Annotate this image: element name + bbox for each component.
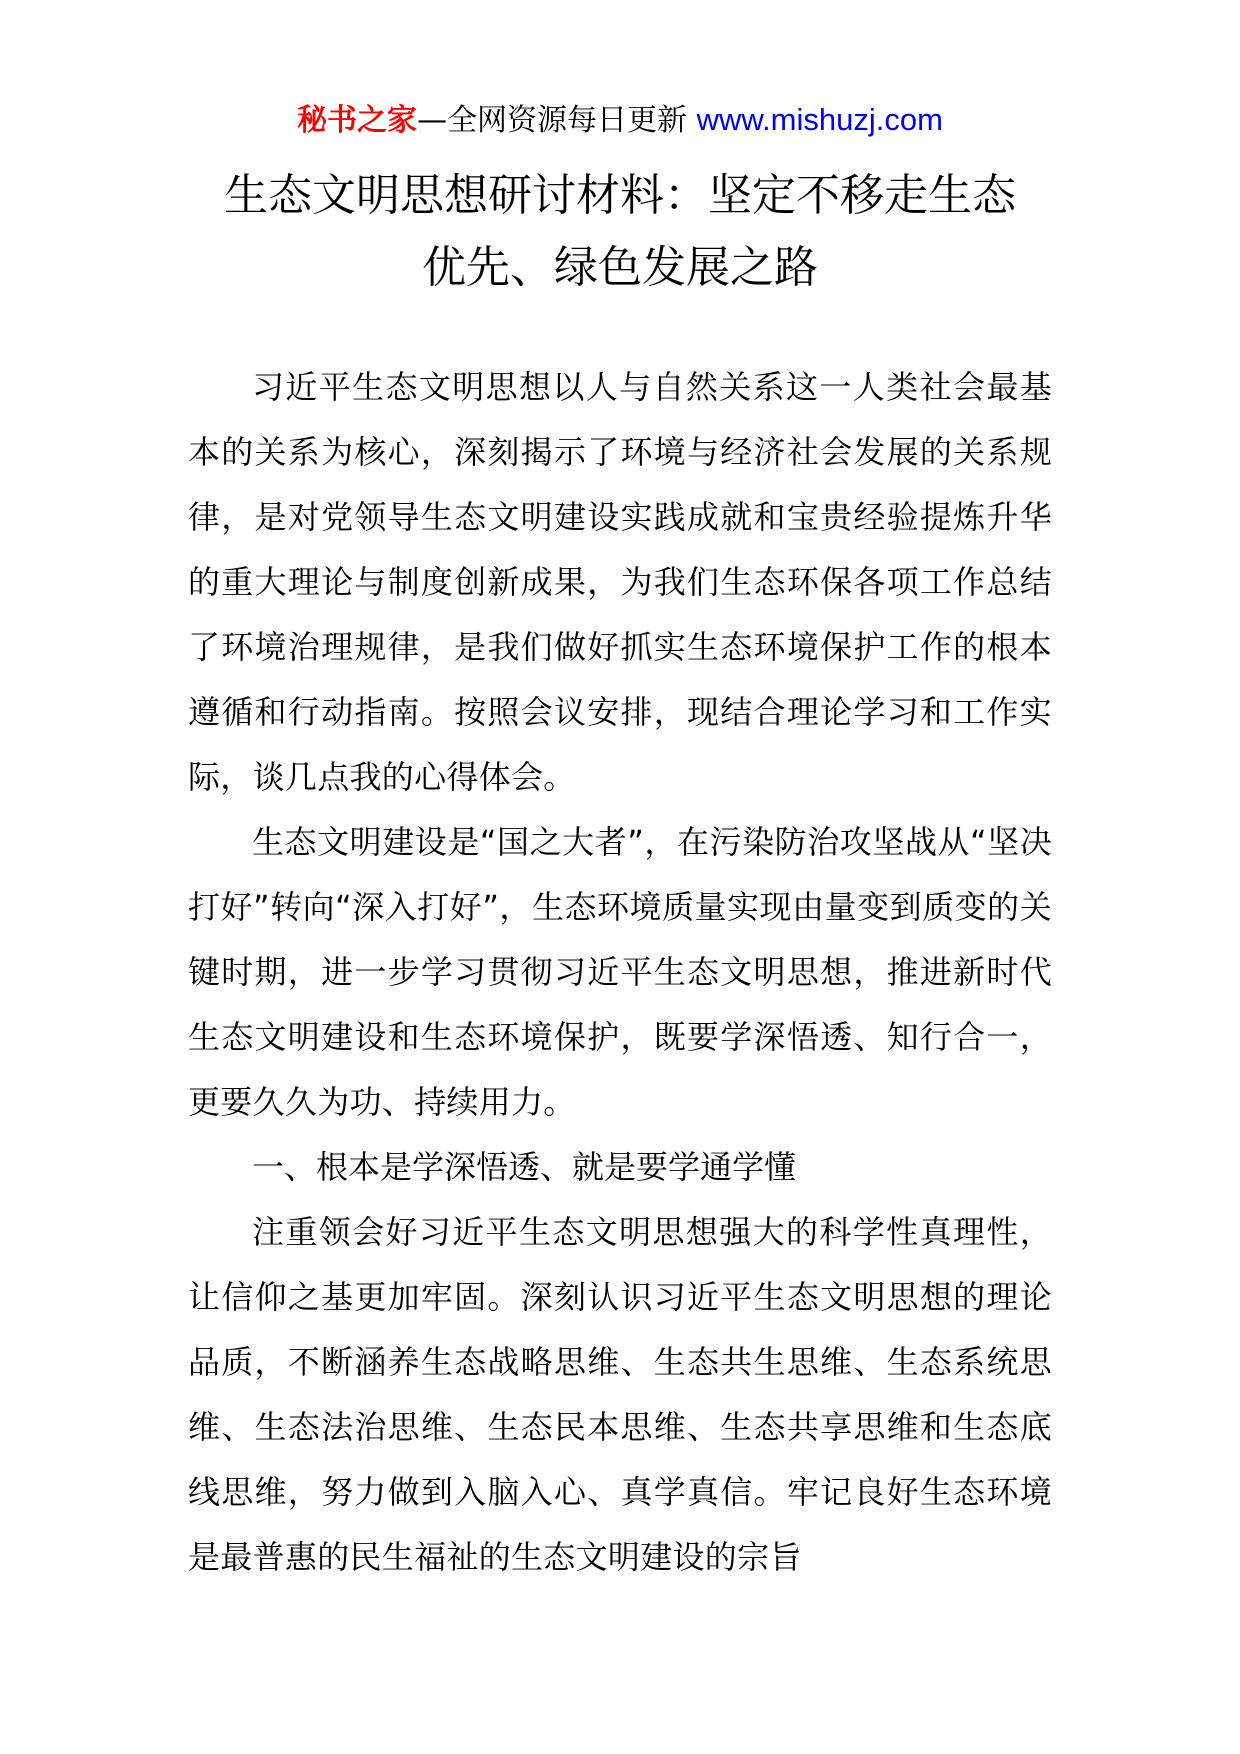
brand-name: 秘书之家 <box>297 103 418 138</box>
paragraph-intro: 习近平生态文明思想以人与自然关系这一人类社会最基本的关系为核心，深刻揭示了环境与经济社会发展的关系规律，是对党领导生态文明建设实践成就和宝贵经验提炼升华的重大理论与制度创新成果，为我们生态环保各项工作总结了环境治理规律，是我们做好抓实生态环境保护工作的根本遵循和行动指南。按照会议安排，现结合理论学习和工作实际，谈几点我的心得体会。 <box>188 368 1052 796</box>
site-url-link[interactable]: www.mishuzj.com <box>696 102 943 137</box>
header-tagline: —全网资源每日更新 <box>417 103 697 138</box>
document-title-line-2: 优先、绿色发展之路 <box>422 242 818 293</box>
site-header <box>0 100 1240 141</box>
document-title-line-1: 生态文明思想研讨材料：坚定不移走生态 <box>224 170 1016 221</box>
document-title <box>160 160 1080 304</box>
paragraph-section-1: 注重领会好习近平生态文明思想强大的科学性真理性，让信仰之基更加牢固。深刻认识习近平生态文明思想的理论品质，不断涵养生态战略思维、生态共生思维、生态系统思维、生态法治思维、生态民本思维、生态共享思维和生态底线思维，努力做到入脑入心、真学真信。牢记良好生态环境是最普惠的民生福祉的生态文明建设的宗旨 <box>188 1213 1052 1576</box>
paragraph-context: 生态文明建设是“国之大者”，在污染防治攻坚战从“坚决打好”转向“深入打好”，生态环境质量实现由量变到质变的关键时期，进一步学习贯彻习近平生态文明思想，推进新时代生态文明建设和生态环境保护，既要学深悟透、知行合一，更要久久为功、持续用力。 <box>188 823 1052 1121</box>
section-heading-1: 一、根本是学深悟透、就是要学通学懂 <box>252 1148 797 1186</box>
document-body <box>188 355 1052 1590</box>
